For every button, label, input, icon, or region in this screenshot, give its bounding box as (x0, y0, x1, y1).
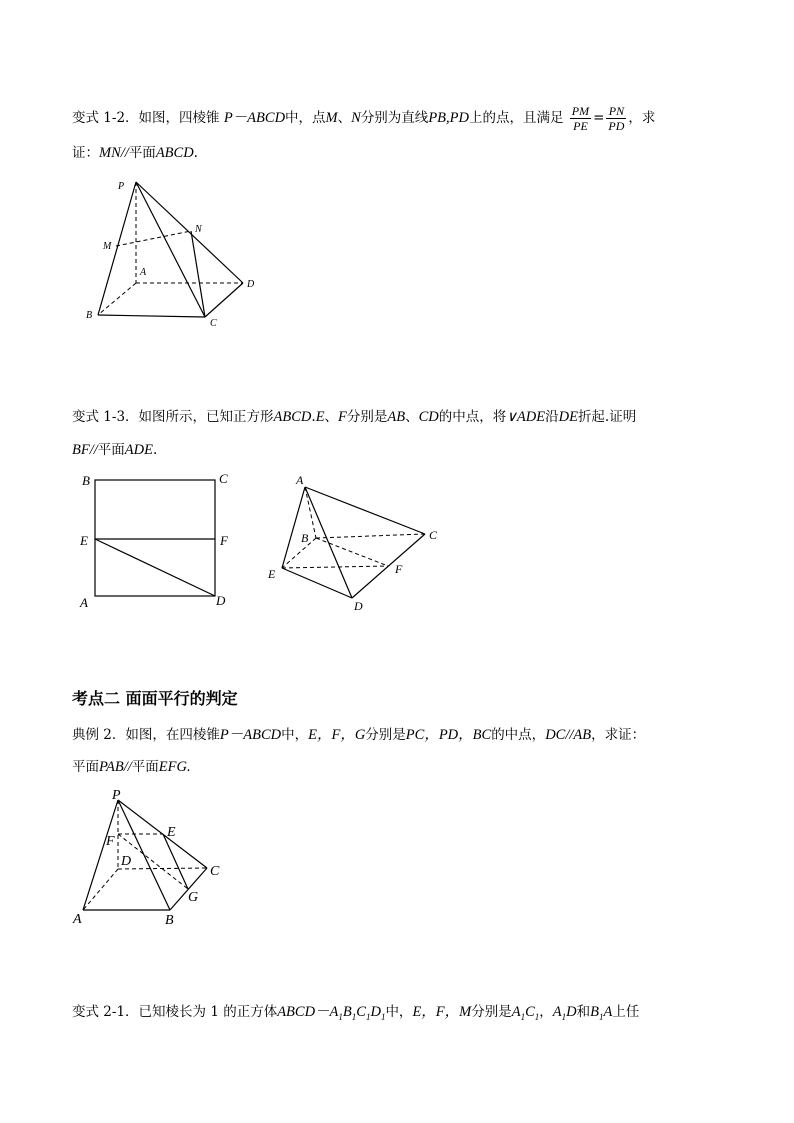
text: 中， (281, 727, 309, 743)
label-B: B (86, 310, 93, 321)
label-A: A (73, 912, 82, 927)
problem-2-1-line-1 (72, 1002, 639, 1027)
label-D: D (216, 593, 226, 608)
math-expression: DC//AB (545, 727, 592, 743)
text: 平面 (128, 145, 156, 161)
math-expression-b1a (590, 1004, 612, 1020)
text: 中，点 (285, 110, 326, 126)
math-part: ABCD－A (277, 1004, 339, 1020)
equals-sign: = (593, 110, 605, 126)
math-expression: E (315, 409, 325, 425)
math-expression-cube (277, 1004, 385, 1020)
label-P: P (118, 181, 125, 192)
subscript: 1 (351, 1011, 357, 1022)
subscript: 1 (365, 1011, 371, 1022)
text: 、 (324, 409, 339, 425)
problem-label: 变式 1-2．如图，四棱锥 (72, 110, 220, 126)
text: 折起.证明 (577, 409, 637, 425)
label-D: D (247, 279, 255, 290)
math-expression-a1c1 (512, 1004, 540, 1020)
math-part: D (370, 1004, 381, 1020)
subscript: 1 (561, 1011, 567, 1022)
math-part: C (356, 1004, 366, 1020)
label-E: E (167, 825, 176, 840)
label-M: M (103, 241, 112, 252)
label-A: A (80, 595, 88, 610)
label-C: C (219, 471, 228, 486)
subscript: 1 (534, 1011, 540, 1022)
text: 平面 (131, 759, 159, 775)
text: . (193, 145, 198, 161)
text: 分别是 (365, 727, 406, 743)
math-part: D (566, 1004, 577, 1020)
numerator: PM (571, 104, 590, 118)
problem-label: 典例 2．如图，在四棱锥 (72, 727, 220, 743)
subscript: 1 (338, 1011, 343, 1022)
math-expression: ADE (124, 442, 153, 458)
math-expression: N (351, 110, 361, 126)
text: 的中点， (491, 727, 546, 743)
text: 证： (72, 145, 99, 161)
math-expression: P－ABCD (223, 110, 286, 126)
segment-EG (163, 834, 188, 889)
text: 平面 (97, 442, 125, 458)
math-expression: ∨ADE (506, 409, 546, 425)
text: 分别是 (471, 1004, 512, 1020)
section-heading: 考点二 面面平行的判定 (72, 689, 238, 708)
label-B: B (301, 531, 309, 545)
text: 中， (385, 1004, 413, 1020)
text: 分别是 (346, 409, 388, 425)
math-expression: PB,PD (428, 110, 469, 126)
math-expression: MN// (99, 145, 129, 161)
denominator: PD (608, 119, 625, 133)
math-expression: ABCD (155, 145, 194, 161)
math-part: A (552, 1004, 562, 1020)
subscript: 1 (520, 1011, 526, 1022)
numerator: PN (606, 104, 626, 119)
text: 的中点，将 (438, 409, 507, 425)
math-part: A (603, 1004, 613, 1020)
label-B: B (82, 473, 90, 488)
math-expression: F (338, 409, 347, 425)
math-expression: PAB// (99, 759, 132, 775)
text: 上任 (612, 1004, 640, 1020)
problem-label: 变式 2-1．已知棱长为 1 的正方体 (72, 1004, 278, 1020)
label-N: N (195, 224, 202, 235)
math-expression: ABCD (273, 409, 312, 425)
text: 、 (337, 110, 352, 126)
label-C: C (210, 864, 220, 879)
math-expression: CD (418, 409, 439, 425)
edge-PA (83, 800, 118, 910)
label-E: E (268, 567, 276, 581)
math-expression: P－ABCD (219, 727, 282, 743)
math-part: B (590, 1004, 599, 1020)
math-expression-a1d (553, 1004, 577, 1020)
text: 沿 (545, 409, 559, 425)
denominator: PE (573, 119, 588, 133)
math-part: B (342, 1004, 352, 1020)
subscript: 1 (380, 1011, 386, 1022)
label-C: C (429, 528, 438, 542)
label-D: D (354, 599, 363, 613)
math-expression: E，F，M (412, 1004, 472, 1020)
text: 分别为直线 (360, 110, 429, 126)
label-D: D (121, 854, 132, 869)
label-F: F (395, 562, 403, 576)
text: 上的点，且满足 (468, 110, 564, 126)
text: ，求证： (591, 727, 646, 743)
text: 、 (405, 409, 419, 425)
problem-label: 变式 1-3．如图所示，已知正方形 (72, 409, 274, 425)
math-part: C (525, 1004, 535, 1020)
math-expression: DE (558, 409, 578, 425)
label-C: C (210, 318, 217, 329)
math-expression: M (325, 110, 338, 126)
subscript: 1 (598, 1011, 604, 1022)
text: ，求 (628, 110, 656, 126)
text: ， (539, 1004, 553, 1020)
math-expression: PC，PD，BC (405, 727, 492, 743)
label-P: P (112, 788, 121, 803)
label-E: E (80, 533, 88, 548)
label-G: G (188, 890, 199, 905)
text: . (311, 409, 316, 425)
label-B: B (165, 913, 174, 928)
math-expression: EFG. (158, 759, 191, 775)
text: 和 (576, 1004, 591, 1020)
math-expression: AB (387, 409, 406, 425)
label-A: A (296, 473, 304, 487)
hidden-edge-DA (83, 869, 118, 910)
label-F: F (106, 834, 115, 849)
text: . (152, 442, 158, 458)
math-part: A (511, 1004, 521, 1020)
math-expression: E，F，G (308, 727, 366, 743)
text: 平面 (72, 759, 99, 775)
math-expression: BF// (72, 442, 98, 458)
label-F: F (220, 533, 228, 548)
label-A: A (140, 267, 147, 278)
